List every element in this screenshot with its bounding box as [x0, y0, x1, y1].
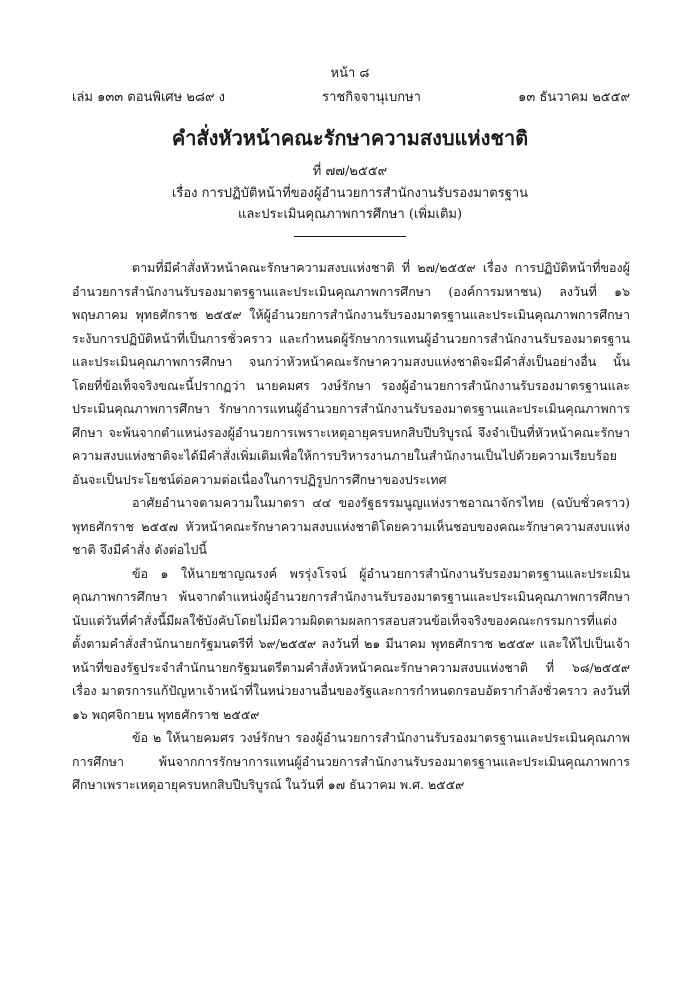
- document-body: [72, 256, 630, 797]
- gazette-header: [72, 86, 630, 107]
- page-number: หน้า ๘: [330, 66, 370, 81]
- subject: [0, 183, 700, 225]
- volume-label: เล่ม ๑๓๓ ตอนพิเศษ ๒๘๙ ง: [72, 90, 225, 105]
- order-number: ที่ ๗๗/๒๕๕๙: [312, 164, 388, 179]
- paragraph-authority: อาศัยอำนาจตามความในมาตรา ๔๔ ของรัฐธรรมนูญแห่งราชอาณาจักรไทย (ฉบับชั่วคราว) พุทธศักราช ๒๕๕๗ หัวหน้าคณะรักษาความสงบแห่งชาติโดยความเห็นชอบของคณะรักษาความสงบแห่งชาติ จึงมีคำสั่ง ดังต่อไปนี้: [72, 495, 630, 557]
- paragraph-preamble: ตามที่มีคำสั่งหัวหน้าคณะรักษาความสงบแห่งชาติ ที่ ๒๗/๒๕๕๙ เรื่อง การปฏิบัติหน้าที่ของผู้อำนวยการสำนักงานรับรองมาตรฐานและประเมินคุณภาพการศึกษา (องค์การมหาชน) ลงวันที่ ๑๖ พฤษภาคม พุทธศักราช ๒๕๕๙ ให้ผู้อำนวยการสำนักงานรับรองมาตรฐานและประเมินคุณภาพการศึกษา ระงับการปฏิบัติหน้าที่เป็นการชั่วคราว และกำหนดผู้รักษาการแทนผู้อำนวยการสำนักงานรับรองมาตรฐานและประเมินคุณภาพการศึกษา จนกว่าหัวหน้าคณะรักษาความสงบแห่งชาติจะมีคำสั่งเป็นอย่างอื่น นั้น โดยที่ข้อเท็จจริงขณะนี้ปรากฏว่า นายคมศร วงษ์รักษา รองผู้อำนวยการสำนักงานรับรองมาตรฐานและประเมินคุณภาพการศึกษา รักษาการแทนผู้อำนวยการสำนักงานรับรองมาตรฐานและประเมินคุณภาพการศึกษา จะพ้นจากตำแหน่งรองผู้อำนวยการเพราะเหตุอายุครบหกสิบปีบริบูรณ์ จึงจำเป็นที่หัวหน้าคณะรักษาความสงบแห่งชาติจะได้มีคำสั่งเพิ่มเติมเพื่อให้การบริหารงานภายในสำนักงานเป็นไปด้วยความเรียบร้อย อันจะเป็นประโยชน์ต่อความต่อเนื่องในการปฏิรูปการศึกษาของประเทศ: [72, 260, 630, 487]
- issue-date: ๑๓ ธันวาคม ๒๕๕๙: [518, 90, 630, 105]
- paragraph-clause-1: ข้อ ๑ ให้นายชาญณรงค์ พรรุ่งโรจน์ ผู้อำนวยการสำนักงานรับรองมาตรฐานและประเมินคุณภาพการศึกษา พ้นจากตำแหน่งผู้อำนวยการสำนักงานรับรองมาตรฐานและประเมินคุณภาพการศึกษา นับแต่วันที่คำสั่งนี้มีผลใช้บังคับโดยไม่มีความผิดตามผลการสอบสวนข้อเท็จจริงของคณะกรรมการที่แต่งตั้งตามคำสั่งสำนักนายกรัฐมนตรีที่ ๖๙/๒๕๕๙ ลงวันที่ ๒๑ มีนาคม พุทธศักราช ๒๕๕๙ และให้ไปเป็นเจ้าหน้าที่ของรัฐประจำสำนักนายกรัฐมนตรีตามคำสั่งหัวหน้าคณะรักษาความสงบแห่งชาติ ที่ ๖๘/๒๕๕๙ เรื่อง มาตรการแก้ปัญหาเจ้าหน้าที่ในหน่วยงานอื่นของรัฐและการกำหนดกรอบอัตรากำลังชั่วคราว ลงวันที่ ๑๖ พฤศจิกายน พุทธศักราช ๒๕๕๙: [72, 565, 630, 722]
- paragraph-clause-2: ข้อ ๒ ให้นายคมศร วงษ์รักษา รองผู้อำนวยการสำนักงานรับรองมาตรฐานและประเมินคุณภาพการศึกษา พ้นจากการรักษาการแทนผู้อำนวยการสำนักงานรับรองมาตรฐานและประเมินคุณภาพการศึกษาเพราะเหตุอายุครบหกสิบปีบริบูรณ์ ในวันที่ ๑๗ ธันวาคม พ.ศ. ๒๕๕๙: [72, 730, 630, 792]
- title-divider: [294, 236, 406, 237]
- subject-line-1: เรื่อง การปฏิบัติหน้าที่ของผู้อำนวยการสำนักงานรับรองมาตรฐาน: [171, 186, 529, 201]
- subject-line-2: และประเมินคุณภาพการศึกษา (เพิ่มเติม): [237, 207, 463, 222]
- document-title: คำสั่งหัวหน้าคณะรักษาความสงบแห่งชาติ: [171, 126, 529, 150]
- gazette-name: ราชกิจจานุเบกษา: [322, 90, 421, 105]
